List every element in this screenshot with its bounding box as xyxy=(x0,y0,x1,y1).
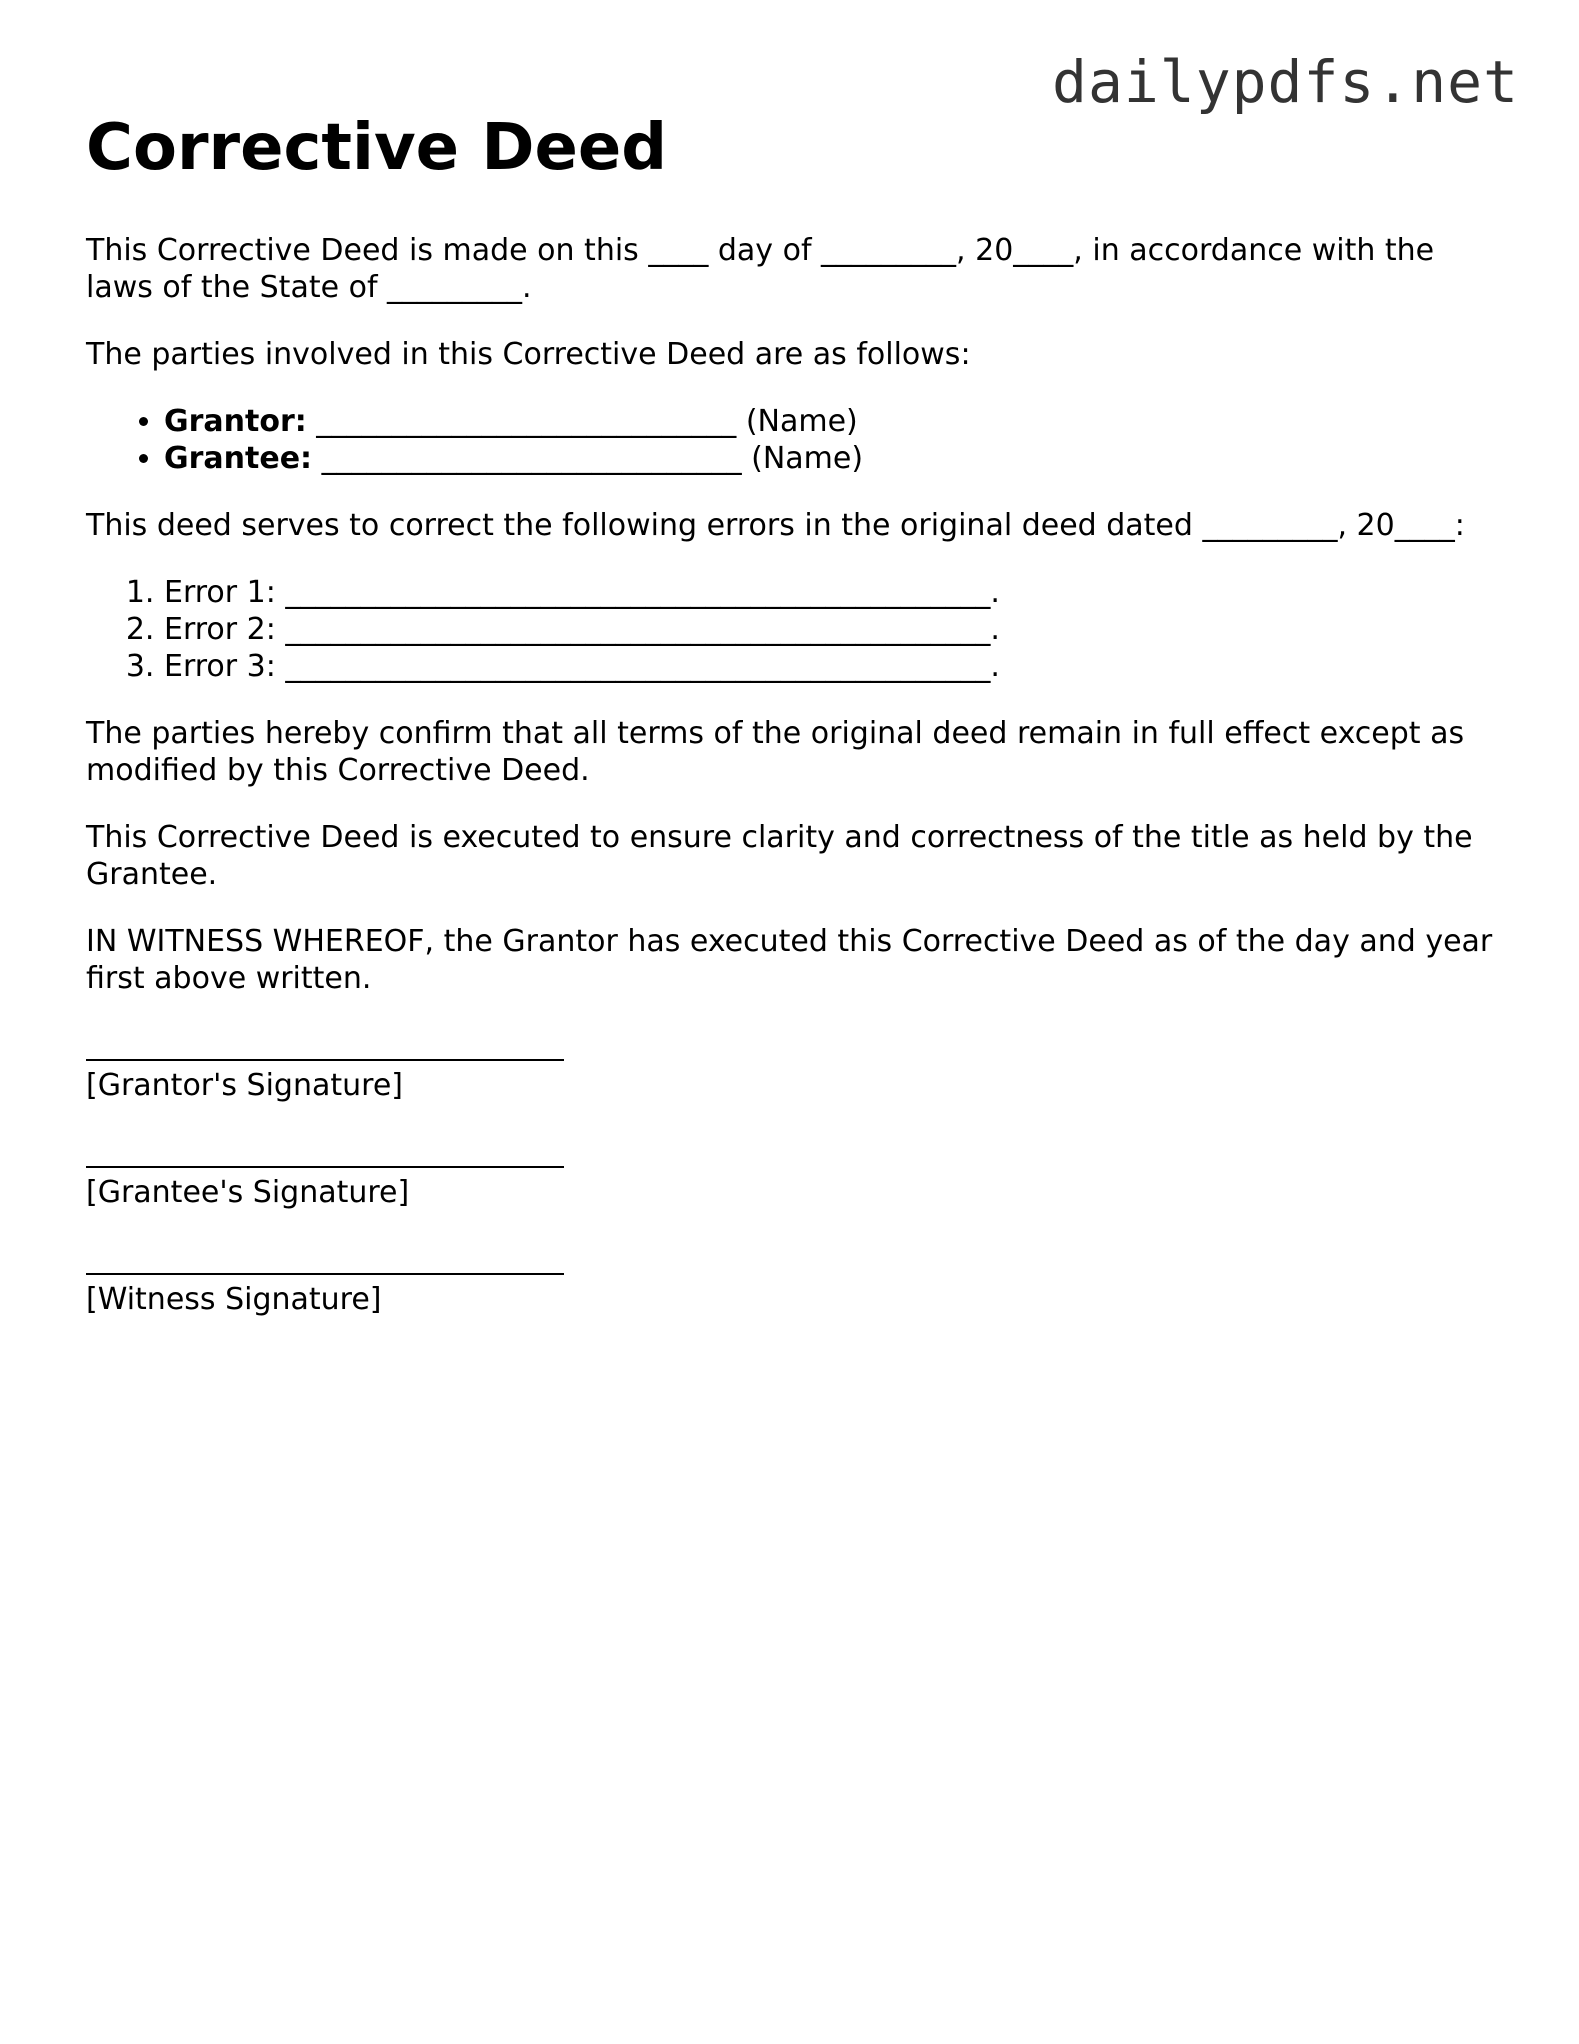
list-item xyxy=(164,403,1506,440)
grantor-name-blank: ____________________________ (Name) xyxy=(306,404,858,439)
intro-paragraph: This Corrective Deed is made on this ____ day of _________, 20____, in accordance with the laws of the State of _________. xyxy=(86,233,1435,305)
errors-list xyxy=(86,574,1506,685)
errors-intro: This deed serves to correct the following errors in the original deed dated _________, 20____: xyxy=(86,508,1465,543)
grantee-signature xyxy=(86,1134,1506,1211)
grantee-label: Grantee: xyxy=(164,441,313,476)
witness-signature xyxy=(86,1241,1506,1318)
grantee-name-blank: ____________________________ (Name) xyxy=(312,441,864,476)
clarity-paragraph: This Corrective Deed is executed to ensure clarity and correctness of the title as held by the Grantee. xyxy=(86,820,1473,892)
document-title: Corrective Deed xyxy=(86,111,668,185)
signature-caption: [Witness Signature] xyxy=(86,1282,382,1317)
confirm-paragraph: The parties hereby confirm that all terms of the original deed remain in full effect except as modified by this Corrective Deed. xyxy=(86,716,1465,788)
site-watermark: dailypdfs.net xyxy=(1052,48,1519,116)
parties-intro: The parties involved in this Corrective Deed are as follows: xyxy=(86,337,971,372)
signature-line xyxy=(86,1241,564,1275)
signature-caption: [Grantor's Signature] xyxy=(86,1068,403,1103)
document-page xyxy=(86,108,1506,1348)
grantor-signature xyxy=(86,1027,1506,1104)
grantor-label: Grantor: xyxy=(164,404,307,439)
list-item: 3. Error 3: _______________________________________________. xyxy=(164,648,1506,685)
signature-line xyxy=(86,1134,564,1168)
signature-caption: [Grantee's Signature] xyxy=(86,1175,410,1210)
parties-list xyxy=(86,403,1506,477)
signature-line xyxy=(86,1027,564,1061)
witness-paragraph: IN WITNESS WHEREOF, the Grantor has executed this Corrective Deed as of the day and year first above written. xyxy=(86,924,1493,996)
list-item: 1. Error 1: _______________________________________________. xyxy=(164,574,1506,611)
list-item: 2. Error 2: _______________________________________________. xyxy=(164,611,1506,648)
list-item xyxy=(164,440,1506,477)
signature-block xyxy=(86,1027,1506,1318)
